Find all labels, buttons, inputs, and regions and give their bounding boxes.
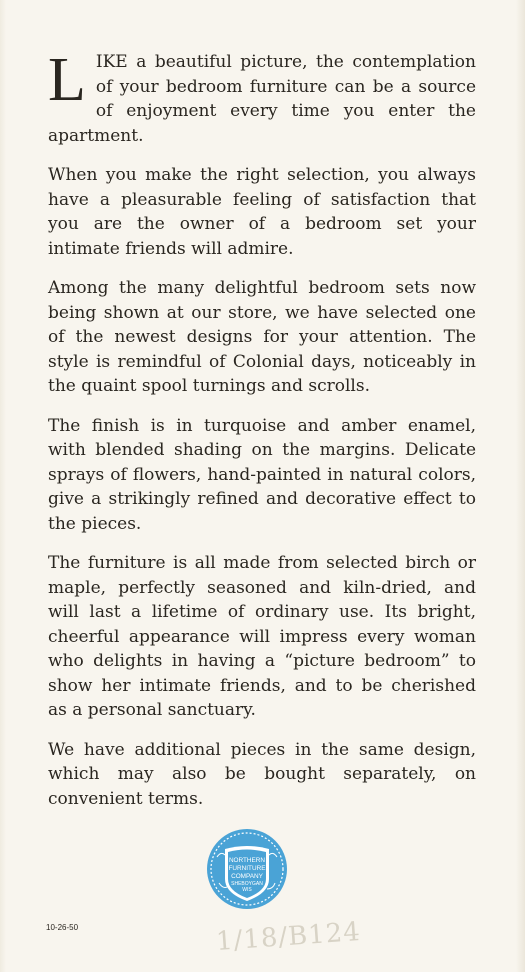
- body-text: [48, 46, 476, 826]
- paragraph-6: We have additional pieces in the same design, which may also be bought separately, on convenient terms.: [48, 739, 476, 809]
- paragraph-1: [48, 46, 476, 148]
- paragraph-1-text: IKE a beautiful picture, the contemplation of your bedroom furniture can be a source of enjoyment every time you enter the apartment.: [48, 52, 476, 146]
- company-seal-logo: [205, 827, 289, 911]
- paragraph-5: The furniture is all made from selected birch or maple, perfectly seasoned and kiln-dried, and will last a lifetime of ordinary use. Its bright, cheerful appearance will impress every woman who delights in having a “picture bedroom” to show her intimate friends, and to be cherished as a personal sanctuary.: [48, 553, 476, 720]
- seal-text-3: COMPANY: [231, 873, 263, 880]
- print-code: 10-26-50: [46, 923, 79, 932]
- seal-text-5: WIS: [242, 887, 252, 893]
- pencil-annotation: 1/18/B124: [215, 916, 362, 958]
- paragraph-2: When you make the right selection, you always have a pleasurable feeling of satisfaction that you are the owner of a bedroom set your intimate friends will admire.: [48, 165, 476, 259]
- seal-text-1: NORTHERN: [228, 857, 266, 864]
- paragraph-3: Among the many delightful bedroom sets now being shown at our store, we have selected one of the newest designs for your attention. The style is remindful of Colonial days, noticeably in the quaint spool turnings and scrolls.: [48, 278, 476, 396]
- seal-text-2: FURNITURE: [228, 865, 266, 872]
- drop-cap: L: [48, 46, 86, 114]
- seal-text-4: SHEBOYGAN: [231, 881, 263, 887]
- paragraph-4: The finish is in turquoise and amber enamel, with blended shading on the margins. Delicate sprays of flowers, hand-painted in natural colors, give a strikingly refined and decorative effect to the pieces.: [48, 415, 476, 534]
